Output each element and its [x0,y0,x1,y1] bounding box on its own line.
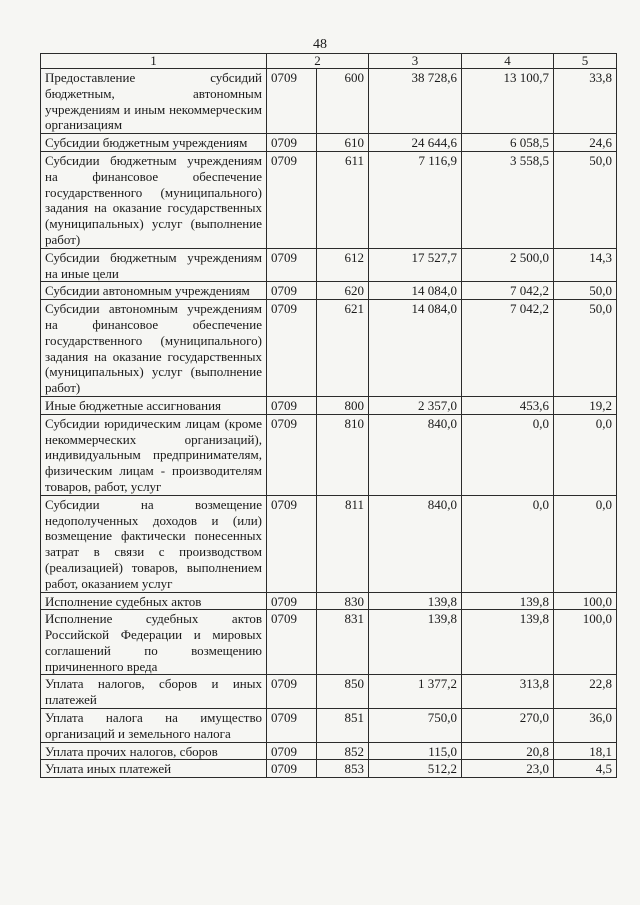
section-code: 0709 [267,592,317,610]
column-header-3: 3 [369,54,462,69]
table-row [41,709,617,743]
plan-amount: 17 527,7 [369,248,462,282]
table-row [41,151,617,248]
plan-amount: 7 116,9 [369,151,462,248]
execution-percent: 14,3 [554,248,617,282]
table-row [41,760,617,778]
row-name: Субсидии бюджетным учреждениям на иные цели [41,248,267,282]
expense-type-code: 851 [317,709,369,743]
plan-amount: 840,0 [369,495,462,592]
table-row [41,742,617,760]
row-name: Уплата прочих налогов, сборов [41,742,267,760]
section-code: 0709 [267,69,317,134]
execution-percent: 50,0 [554,282,617,300]
actual-amount: 6 058,5 [462,134,554,152]
expense-type-code: 811 [317,495,369,592]
row-name: Субсидии юридическим лицам (кроме некоммерческих организаций), индивидуальным предпринимателям, физическим лицам - производителям товаров, работ, услуг [41,414,267,495]
section-code: 0709 [267,300,317,397]
section-code: 0709 [267,248,317,282]
actual-amount: 13 100,7 [462,69,554,134]
plan-amount: 1 377,2 [369,675,462,709]
plan-amount: 139,8 [369,610,462,675]
expense-type-code: 830 [317,592,369,610]
table-row [41,414,617,495]
table-body [41,69,617,778]
expense-type-code: 612 [317,248,369,282]
table-row [41,282,617,300]
execution-percent: 4,5 [554,760,617,778]
section-code: 0709 [267,282,317,300]
expense-type-code: 853 [317,760,369,778]
actual-amount: 7 042,2 [462,282,554,300]
row-name: Исполнение судебных актов [41,592,267,610]
row-name: Субсидии автономным учреждениям [41,282,267,300]
actual-amount: 270,0 [462,709,554,743]
actual-amount: 139,8 [462,610,554,675]
row-name: Иные бюджетные ассигнования [41,396,267,414]
row-name: Уплата иных платежей [41,760,267,778]
expense-type-code: 600 [317,69,369,134]
actual-amount: 0,0 [462,495,554,592]
actual-amount: 23,0 [462,760,554,778]
actual-amount: 453,6 [462,396,554,414]
expense-type-code: 831 [317,610,369,675]
actual-amount: 2 500,0 [462,248,554,282]
execution-percent: 24,6 [554,134,617,152]
table-row [41,495,617,592]
execution-percent: 19,2 [554,396,617,414]
expense-type-code: 800 [317,396,369,414]
section-code: 0709 [267,134,317,152]
actual-amount: 20,8 [462,742,554,760]
actual-amount: 313,8 [462,675,554,709]
row-name: Уплата налога на имущество организаций и земельного налога [41,709,267,743]
plan-amount: 840,0 [369,414,462,495]
plan-amount: 14 084,0 [369,300,462,397]
row-name: Исполнение судебных актов Российской Федерации и мировых соглашений по возмещению причиненного вреда [41,610,267,675]
actual-amount: 7 042,2 [462,300,554,397]
expense-type-code: 621 [317,300,369,397]
column-header-1: 1 [41,54,267,69]
section-code: 0709 [267,151,317,248]
budget-table [40,53,617,778]
plan-amount: 38 728,6 [369,69,462,134]
execution-percent: 100,0 [554,592,617,610]
expense-type-code: 810 [317,414,369,495]
execution-percent: 50,0 [554,300,617,397]
row-name: Предоставление субсидий бюджетным, автономным учреждениям и иным некоммерческим организациям [41,69,267,134]
expense-type-code: 850 [317,675,369,709]
page-number: 48 [313,37,327,52]
row-name: Субсидии бюджетным учреждениям [41,134,267,152]
row-name: Субсидии бюджетным учреждениям на финансовое обеспечение государственного (муниципального) задания на оказание государственных (муниципальных) услуг (выполнение работ) [41,151,267,248]
table-row [41,248,617,282]
plan-amount: 512,2 [369,760,462,778]
table-row [41,134,617,152]
section-code: 0709 [267,495,317,592]
section-code: 0709 [267,675,317,709]
execution-percent: 33,8 [554,69,617,134]
table-row [41,69,617,134]
plan-amount: 750,0 [369,709,462,743]
expense-type-code: 611 [317,151,369,248]
execution-percent: 100,0 [554,610,617,675]
section-code: 0709 [267,742,317,760]
section-code: 0709 [267,760,317,778]
row-name: Субсидии на возмещение недополученных доходов и (или) возмещение фактически понесенных затрат в связи с производством (реализацией) товаров, выполнением работ, оказанием услуг [41,495,267,592]
section-code: 0709 [267,709,317,743]
table-row [41,396,617,414]
row-name: Субсидии автономным учреждениям на финансовое обеспечение государственного (муниципального) задания на оказание государственных (муниципальных) услуг (выполнение работ) [41,300,267,397]
table-header-row [41,54,617,69]
plan-amount: 2 357,0 [369,396,462,414]
plan-amount: 14 084,0 [369,282,462,300]
column-header-5: 5 [554,54,617,69]
execution-percent: 0,0 [554,495,617,592]
execution-percent: 50,0 [554,151,617,248]
actual-amount: 139,8 [462,592,554,610]
row-name: Уплата налогов, сборов и иных платежей [41,675,267,709]
plan-amount: 24 644,6 [369,134,462,152]
table-row [41,610,617,675]
column-header-4: 4 [462,54,554,69]
execution-percent: 22,8 [554,675,617,709]
actual-amount: 3 558,5 [462,151,554,248]
plan-amount: 139,8 [369,592,462,610]
expense-type-code: 610 [317,134,369,152]
actual-amount: 0,0 [462,414,554,495]
table-row [41,300,617,397]
execution-percent: 0,0 [554,414,617,495]
execution-percent: 18,1 [554,742,617,760]
execution-percent: 36,0 [554,709,617,743]
plan-amount: 115,0 [369,742,462,760]
section-code: 0709 [267,414,317,495]
table-row [41,592,617,610]
section-code: 0709 [267,396,317,414]
expense-type-code: 620 [317,282,369,300]
column-header-2: 2 [267,54,369,69]
section-code: 0709 [267,610,317,675]
expense-type-code: 852 [317,742,369,760]
table-row [41,675,617,709]
